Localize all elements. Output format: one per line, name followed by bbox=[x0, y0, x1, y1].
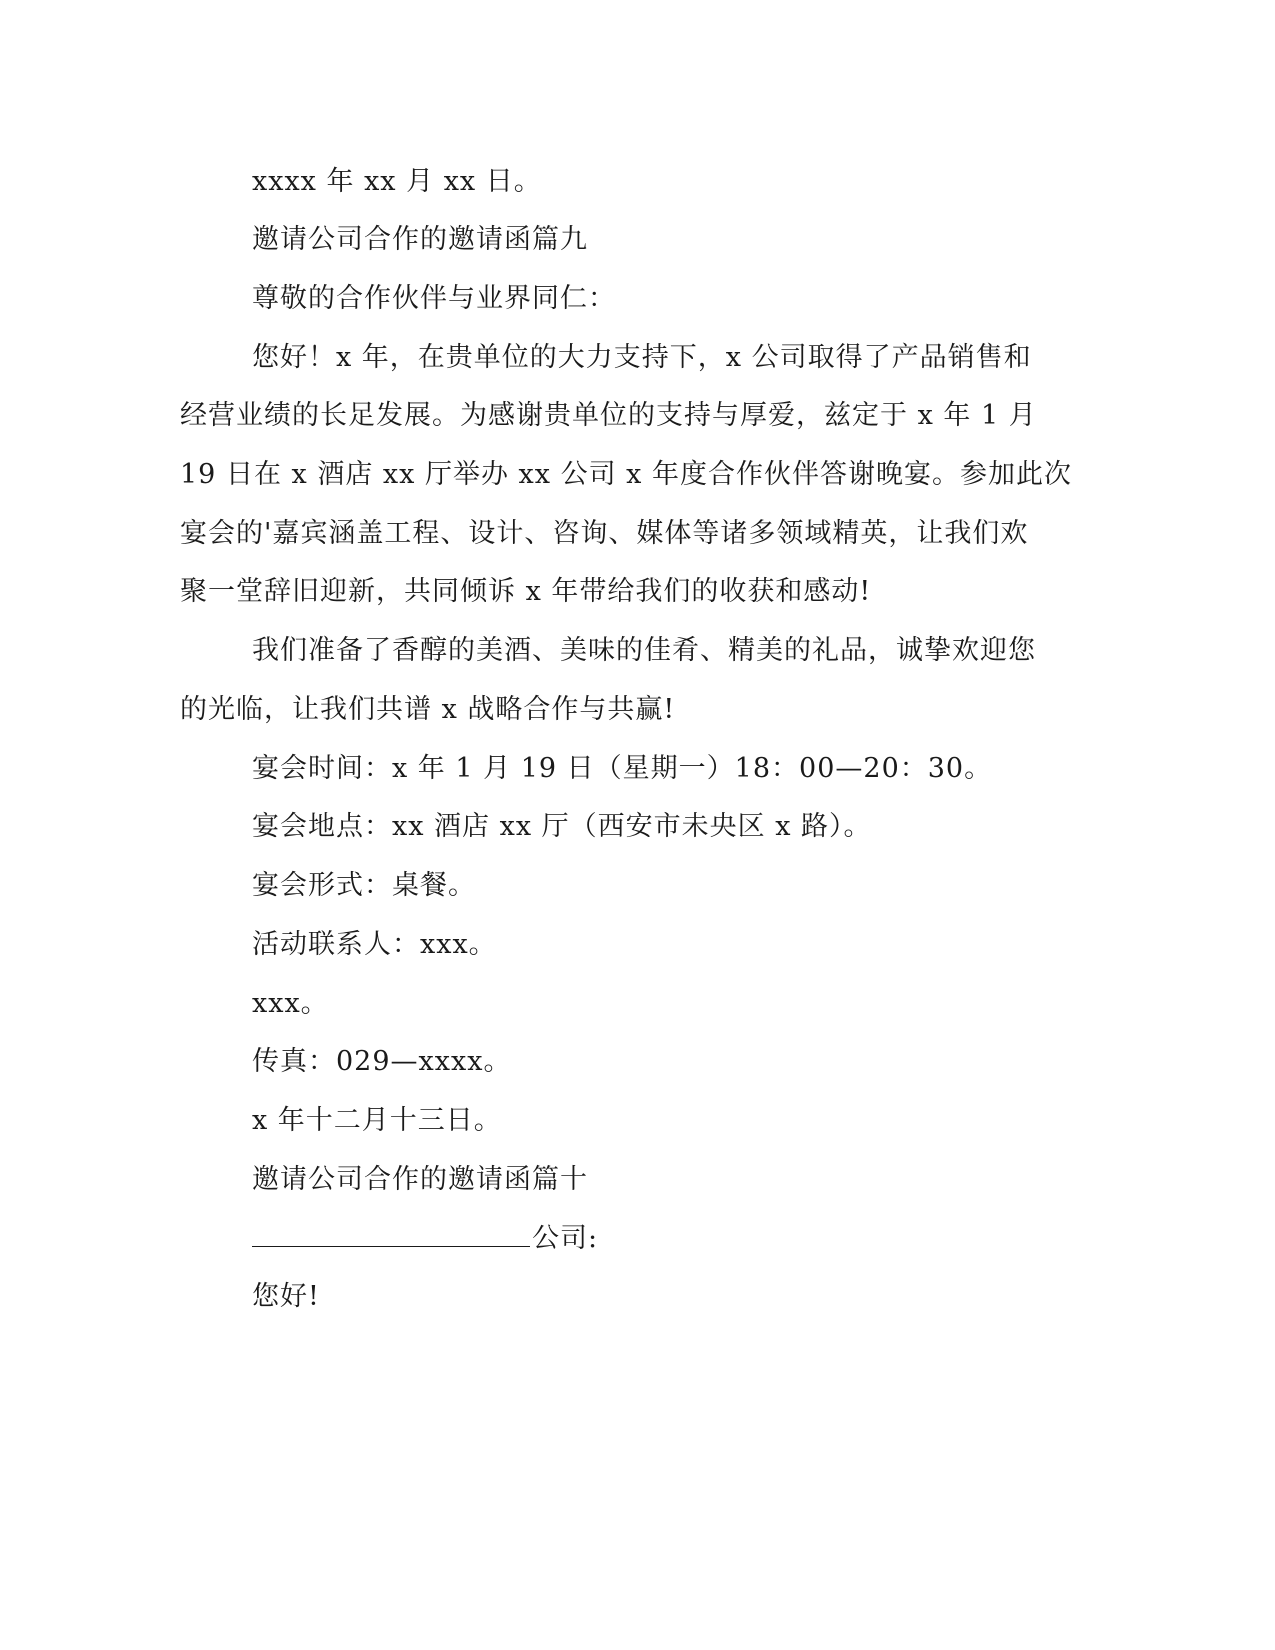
company-suffix: 公司: bbox=[532, 1223, 599, 1254]
banquet-time: 宴会时间：x 年 1 月 19 日（星期一）18：00—20：30。 bbox=[252, 753, 993, 784]
date-line: xxxx 年 xx 月 xx 日。 bbox=[252, 166, 542, 197]
banquet-place: 宴会地点：xx 酒店 xx 厅（西安市未央区 x 路）。 bbox=[252, 811, 872, 842]
section-title: 邀请公司合作的邀请函篇九 bbox=[252, 224, 588, 255]
paragraph-line: 经营业绩的长足发展。为感谢贵单位的支持与厚爱，兹定于 x 年 1 月 bbox=[180, 400, 1037, 431]
paragraph-line: 19 日在 x 酒店 xx 厅举办 xx 公司 x 年度合作伙伴答谢晚宴。参加此次 bbox=[180, 459, 1072, 490]
paragraph-line: 聚一堂辞旧迎新，共同倾诉 x 年带给我们的收获和感动! bbox=[180, 576, 872, 607]
salutation: 尊敬的合作伙伴与业界同仁： bbox=[252, 283, 616, 314]
fax-line: 传真：029—xxxx。 bbox=[252, 1046, 512, 1077]
paragraph-line: 的光临，让我们共谱 x 战略合作与共赢! bbox=[180, 694, 676, 725]
contact-extra: xxx。 bbox=[252, 988, 329, 1019]
greeting: 您好! bbox=[252, 1281, 320, 1312]
section-title: 邀请公司合作的邀请函篇十 bbox=[252, 1164, 588, 1195]
signature-date: x 年十二月十三日。 bbox=[252, 1105, 502, 1136]
paragraph-line: 您好！x 年，在贵单位的大力支持下，x 公司取得了产品销售和 bbox=[252, 342, 1032, 373]
banquet-form: 宴会形式：桌餐。 bbox=[252, 870, 476, 901]
paragraph-line: 宴会的'嘉宾涵盖工程、设计、咨询、媒体等诸多领域精英，让我们欢 bbox=[180, 518, 1029, 549]
blank-underline bbox=[252, 1220, 530, 1247]
paragraph-line: 我们准备了香醇的美酒、美味的佳肴、精美的礼品，诚挚欢迎您 bbox=[252, 635, 1036, 666]
contact-person: 活动联系人：xxx。 bbox=[252, 929, 497, 960]
company-line bbox=[252, 1220, 1132, 1257]
